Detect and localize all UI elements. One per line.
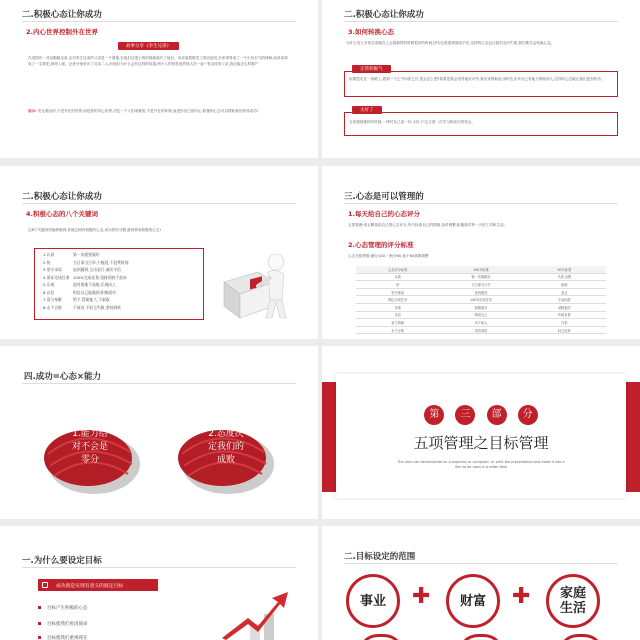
insight-text: 决定命运的,不是外在的世界,而是你的内心世界,决定一个人的成就的,不是外在的环境,而是你自己的内心,积极的心态可以帮助我们获得成功!: [37, 109, 259, 113]
bullet-item: 目标使我们看清使命: [38, 621, 88, 627]
section-subtitle-2: 2.心态管理的评分标准: [348, 241, 414, 249]
scope-circle-career: 事业: [346, 574, 400, 628]
red-arrow-icon: [220, 588, 290, 640]
slide-7[interactable]: [0, 526, 318, 640]
tag-great: 太好了: [352, 106, 382, 114]
scope-circle-family: 家庭 生活: [546, 574, 600, 628]
section-subtitle: 3.如何转换心态: [348, 28, 394, 36]
slide-4[interactable]: [322, 166, 640, 339]
example-text-2: 当你遇到挫折的时候,一律对自己说一句:太好了!这又是一次学习和成长的机会。: [349, 120, 475, 124]
section-subtitle-1: 1.每天给自己的心态评分: [348, 210, 420, 218]
scope-circle-partial: [458, 634, 504, 640]
divider: [344, 563, 618, 564]
slide-title: 三.心态是可以管理的: [344, 192, 424, 202]
table-row: 保证完成任务 100%完成任务 半途而废: [356, 296, 606, 304]
table-row: 自信 相信自己 怀疑自我: [356, 311, 606, 319]
scope-circle-wealth: 财富: [446, 574, 500, 628]
table-row: 永不言败 坚持到底 轻言放弃: [356, 326, 606, 334]
slide-title: 一.为什么要设定目标: [22, 556, 102, 566]
puzzle-figure-icon: [218, 252, 298, 324]
table-row: 认真 第一次就做好 马虎,出错: [356, 273, 606, 281]
plus-icon: ✚: [412, 584, 431, 609]
slide-3[interactable]: [0, 166, 318, 339]
badge: 三: [455, 405, 475, 425]
insight-label: 启示:: [28, 109, 37, 113]
tag-positive: 正常积极气: [352, 65, 391, 73]
divider: [22, 203, 296, 204]
goal-banner-text: 成功就是实现有意义的既定目标: [56, 583, 124, 589]
divider: [22, 21, 296, 22]
arrow-box-icon: [42, 582, 48, 588]
list-item: 3.坚守承诺 说到做到,言出必行,诚实守信: [43, 267, 121, 272]
section-card: [336, 374, 626, 498]
divider: [22, 567, 296, 568]
table-row: 乐观 积极面对 消极抱怨: [356, 303, 606, 311]
section-badges: [336, 402, 626, 425]
slide-title: 四.成功=心态×能力: [24, 372, 101, 382]
list-item: 5.乐观 面对困难不退缩,乐观向上: [43, 282, 116, 287]
paragraph-2: 心态分数等级:满分100,一般分60,低于60需要调整: [348, 254, 429, 258]
story-tag: 故事分享《李生兄弟》: [118, 42, 179, 50]
intro-paragraph: 为什么有么多其实成就在人会看那样的时候很好的时间,因为总是看到原因不好,这样的心态会让我们走向失败,我们要学会转换心态。: [346, 41, 555, 45]
slide-2[interactable]: [322, 0, 640, 158]
slide-1[interactable]: [0, 0, 318, 158]
blob-text-2: 2.态度决 定我们的 成败: [207, 429, 244, 465]
slide-title: 二.目标设定的范围: [344, 552, 416, 562]
divider: [344, 203, 618, 204]
left-red-bar: [322, 382, 336, 492]
story-paragraph: 在美国有一对双胞胎兄弟,这对李生兄弟的父亲是一个酒鬼,在他们还很小的时候就离开了他们。母亲靠着做零工养活他们,后来哥哥成了一个小有名气的律师,而弟弟却成了一名罪犯,被判入狱。记者分别采访了兄弟二人,问他们为什么会有这样的结果,两个人的回答竟然惊人的一致:“有这样的父亲,我还能怎么样呢?”: [28, 56, 288, 66]
section-heading: 五项管理之目标管理: [413, 434, 549, 452]
table-row: 快 当日事当日毕 拖延: [356, 281, 606, 289]
badge: 分: [518, 405, 538, 425]
badge: 部: [487, 405, 507, 425]
table-row: 坚守承诺 说到做到 食言: [356, 288, 606, 296]
blob-text-1: 1.能力给 对不会是 零分: [71, 429, 108, 465]
example-box-1: [344, 71, 618, 97]
divider: [22, 383, 296, 384]
goal-banner: [38, 579, 158, 591]
divider: [344, 21, 618, 22]
list-item: 8.永不言败 不放弃,不轻言失败,坚持到底: [43, 304, 121, 310]
slide-title: 二.积极心态让你成功: [344, 10, 424, 20]
example-box-2: [344, 112, 618, 136]
slide-5[interactable]: [0, 346, 318, 519]
slide-title: 二.积极心态让你成功: [22, 192, 102, 202]
scope-circle-partial: [358, 634, 404, 640]
list-item: 1.认真 第一次就要做好: [43, 252, 100, 257]
bullet-item: 目标使我们重视现在: [38, 635, 88, 640]
list-item: 4.保证完成任务 100%完成任务,坚持到底不放弃: [43, 274, 127, 280]
section-subtitle: 4.积极心态的八个关键词: [26, 210, 98, 218]
scope-circle-partial: [558, 634, 604, 640]
slide-8[interactable]: [322, 526, 640, 640]
section-subtitle: 2.内心世界控制外在世界: [26, 28, 98, 36]
list-item: 6.自信 相信自己能做到,积极面对: [43, 289, 116, 295]
slide-title: 二.积极心态让你成功: [22, 10, 102, 20]
paragraph-1: 五星管理:用五颗星给自己的心态评分,每天检查自己的情绪,及时调整,积极面对每一天的工作和生活。: [348, 223, 508, 227]
intro-paragraph: 这8个关键词你能够做到,你就会拥有积极的心态,成为你的习惯,最终养成积极的心态!: [28, 228, 161, 232]
list-item: 7.爱与奉献 给予,帮助他人,不索取: [43, 297, 110, 302]
bullet-item: 目标产生积极的心态: [38, 605, 88, 611]
table-row: 心态评分标准 100分标准 50分标准: [356, 266, 606, 273]
insight-note: [28, 108, 290, 114]
list-item: 2.快 当日事当日毕,不拖延,不浪费时间: [43, 259, 129, 265]
badge: 第: [424, 405, 444, 425]
table-row: 爱与奉献 乐于助人 自私: [356, 319, 606, 327]
plus-icon: ✚: [512, 584, 531, 609]
right-red-bar: [626, 382, 640, 492]
section-caption: The user can demonstrate on a projector or computer, or print the presentation and make it into a film to be used in a wider field: [397, 460, 565, 469]
keyword-list: [34, 248, 204, 320]
slide-6[interactable]: [322, 346, 640, 519]
score-table: [356, 266, 606, 334]
example-text-1: 如果您走在一条路上,看到一个乞丐向你乞讨,您会怎么想?如果是我会觉得他好可怜,我应该帮助他,同时也庆幸自己有能力帮助别人,这样的心态能让我们更加快乐。: [349, 77, 605, 81]
